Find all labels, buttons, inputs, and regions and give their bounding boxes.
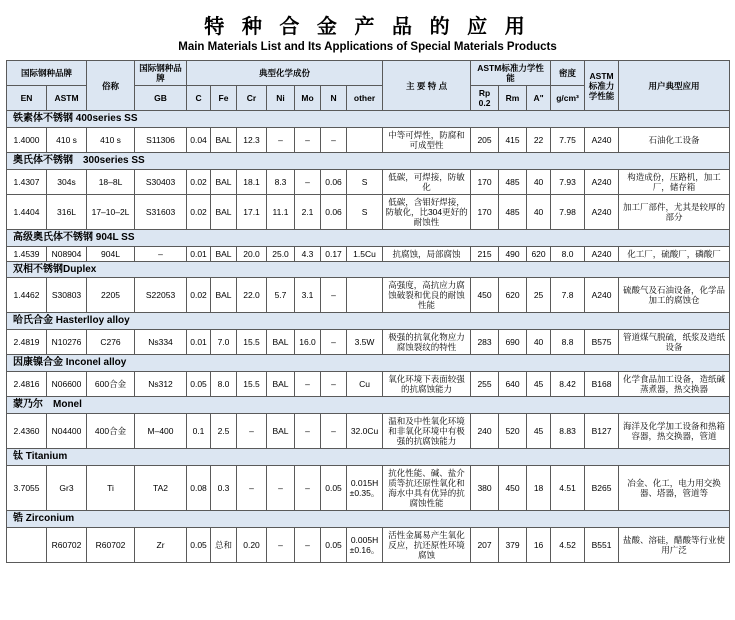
cell-a: 40: [527, 330, 551, 355]
cell-common: R60702: [87, 527, 135, 562]
header-intl-brand: 国际钢种品牌: [7, 61, 87, 86]
cell-std: B265: [585, 465, 619, 510]
header-rp02: Rp 0.2: [471, 86, 499, 111]
cell-astm: Gr3: [47, 465, 87, 510]
cell-common: 600合金: [87, 372, 135, 397]
cell-c: 0.1: [187, 413, 211, 448]
cell-c: 0.02: [187, 278, 211, 313]
cell-other: 3.5W: [347, 330, 383, 355]
header-fe: Fe: [211, 86, 237, 111]
cell-n: 0.06: [321, 194, 347, 229]
cell-mo: –: [295, 169, 321, 194]
cell-std: B551: [585, 527, 619, 562]
header-density-unit: g/cm³: [551, 86, 585, 111]
cell-rm: 640: [499, 372, 527, 397]
group-title: 高级奥氏体不锈钢 904L SS: [7, 229, 730, 246]
table-row: [7, 169, 730, 194]
cell-application: 加工厂部件，尤其是较厚的部分: [619, 194, 730, 229]
cell-application: 化工厂，硫酸厂，磷酸厂: [619, 246, 730, 261]
group-title: 因康镍合金 Inconel alloy: [7, 355, 730, 372]
cell-ni: –: [267, 127, 295, 152]
cell-other: 0.015H ±0.35。: [347, 465, 383, 510]
table-body: [7, 111, 730, 563]
cell-en: 1.4307: [7, 169, 47, 194]
group-header-row: [7, 355, 730, 372]
cell-c: 0.02: [187, 169, 211, 194]
cell-other: S: [347, 194, 383, 229]
cell-n: –: [321, 372, 347, 397]
cell-c: 0.04: [187, 127, 211, 152]
cell-density: 8.0: [551, 246, 585, 261]
table-row: [7, 246, 730, 261]
cell-mo: –: [295, 127, 321, 152]
cell-feature: 高强度，高抗应力腐蚀破裂和优良的耐蚀性能: [383, 278, 471, 313]
cell-gb: S11306: [135, 127, 187, 152]
header-elongation: A": [527, 86, 551, 111]
cell-rp: 255: [471, 372, 499, 397]
cell-gb: S22053: [135, 278, 187, 313]
cell-feature: 温和及中性氧化环境和非氧化环境中有极强的抗腐蚀能力: [383, 413, 471, 448]
cell-a: 620: [527, 246, 551, 261]
cell-astm: 304s: [47, 169, 87, 194]
cell-common: C276: [87, 330, 135, 355]
cell-application: 石油化工设备: [619, 127, 730, 152]
cell-std: A240: [585, 246, 619, 261]
header-application: 用户典型应用: [619, 61, 730, 111]
cell-gb: M–400: [135, 413, 187, 448]
cell-rp: 170: [471, 194, 499, 229]
cell-ni: 11.1: [267, 194, 295, 229]
cell-feature: 低碳，含钼好焊接，防敏化，比304更好的耐蚀性: [383, 194, 471, 229]
cell-std: A240: [585, 194, 619, 229]
cell-n: –: [321, 127, 347, 152]
cell-rp: 207: [471, 527, 499, 562]
cell-other: 32.0Cu: [347, 413, 383, 448]
cell-rm: 415: [499, 127, 527, 152]
cell-c: 0.08: [187, 465, 211, 510]
table-row: [7, 465, 730, 510]
cell-rp: 380: [471, 465, 499, 510]
cell-ni: BAL: [267, 372, 295, 397]
header-gb: GB: [135, 86, 187, 111]
table-row: [7, 127, 730, 152]
cell-common: 18–8L: [87, 169, 135, 194]
cell-cr: 20.0: [237, 246, 267, 261]
cell-feature: 低碳，可焊接，防敏化: [383, 169, 471, 194]
cell-common: 17–10–2L: [87, 194, 135, 229]
cell-feature: 活性金属易产生氧化反应，抗还原性环境腐蚀: [383, 527, 471, 562]
group-title: 钛 Titanium: [7, 448, 730, 465]
cell-rp: 170: [471, 169, 499, 194]
cell-a: 40: [527, 169, 551, 194]
cell-density: 8.8: [551, 330, 585, 355]
cell-en: 1.4539: [7, 246, 47, 261]
group-title: 双相不锈钢Duplex: [7, 261, 730, 278]
cell-a: 25: [527, 278, 551, 313]
cell-common: 2205: [87, 278, 135, 313]
cell-cr: 12.3: [237, 127, 267, 152]
group-header-row: [7, 510, 730, 527]
cell-en: 1.4404: [7, 194, 47, 229]
cell-mo: –: [295, 465, 321, 510]
group-title: 铁素体不锈钢 400series SS: [7, 111, 730, 128]
table-row: [7, 278, 730, 313]
cell-common: 400合金: [87, 413, 135, 448]
cell-a: 45: [527, 413, 551, 448]
cell-cr: 15.5: [237, 372, 267, 397]
cell-astm: 316L: [47, 194, 87, 229]
cell-mo: –: [295, 527, 321, 562]
cell-c: 0.05: [187, 527, 211, 562]
cell-std: A240: [585, 169, 619, 194]
header-rm: Rm: [499, 86, 527, 111]
cell-fe: 8.0: [211, 372, 237, 397]
cell-other: [347, 127, 383, 152]
cell-density: 8.42: [551, 372, 585, 397]
header-astm-std: ASTM标准力学性能: [585, 61, 619, 111]
cell-c: 0.02: [187, 194, 211, 229]
cell-application: 冶金、化工，电力用交换器、塔器，管道等: [619, 465, 730, 510]
group-header-row: [7, 313, 730, 330]
cell-ni: 5.7: [267, 278, 295, 313]
cell-a: 16: [527, 527, 551, 562]
cell-cr: 18.1: [237, 169, 267, 194]
cell-fe: BAL: [211, 127, 237, 152]
cell-density: 7.8: [551, 278, 585, 313]
cell-application: 化学食品加工设备，造纸碱蒸煮器，热交换器: [619, 372, 730, 397]
group-header-row: [7, 111, 730, 128]
cell-mo: –: [295, 372, 321, 397]
cell-cr: 17.1: [237, 194, 267, 229]
cell-gb: S31603: [135, 194, 187, 229]
cell-en: 2.4819: [7, 330, 47, 355]
cell-mo: 4.3: [295, 246, 321, 261]
group-title: 蒙乃尔 Monel: [7, 397, 730, 414]
cell-application: 构造成份，压路机，加工厂，储存箱: [619, 169, 730, 194]
cell-fe: BAL: [211, 169, 237, 194]
cell-density: 4.52: [551, 527, 585, 562]
cell-density: 7.98: [551, 194, 585, 229]
cell-a: 18: [527, 465, 551, 510]
cell-feature: 极强的抗氧化物应力腐蚀裂纹的特性: [383, 330, 471, 355]
cell-density: 8.83: [551, 413, 585, 448]
cell-rm: 520: [499, 413, 527, 448]
cell-mo: 3.1: [295, 278, 321, 313]
cell-en: 2.4360: [7, 413, 47, 448]
cell-rp: 283: [471, 330, 499, 355]
header-cr: Cr: [237, 86, 267, 111]
cell-common: 904L: [87, 246, 135, 261]
header-n: N: [321, 86, 347, 111]
cell-gb: Ns334: [135, 330, 187, 355]
group-header-row: [7, 152, 730, 169]
cell-en: 1.4462: [7, 278, 47, 313]
cell-application: 管道煤气脱硫，纸浆及造纸设备: [619, 330, 730, 355]
group-header-row: [7, 397, 730, 414]
cell-std: A240: [585, 278, 619, 313]
cell-a: 40: [527, 194, 551, 229]
cell-astm: N10276: [47, 330, 87, 355]
cell-en: 2.4816: [7, 372, 47, 397]
cell-mo: –: [295, 413, 321, 448]
cell-rm: 620: [499, 278, 527, 313]
cell-fe: 2.5: [211, 413, 237, 448]
cell-feature: 抗腐蚀，局部腐蚀: [383, 246, 471, 261]
cell-ni: 25.0: [267, 246, 295, 261]
cell-rp: 240: [471, 413, 499, 448]
cell-en: [7, 527, 47, 562]
cell-other: [347, 278, 383, 313]
cell-rm: 485: [499, 169, 527, 194]
cell-ni: –: [267, 527, 295, 562]
group-title: 锆 Zirconium: [7, 510, 730, 527]
header-astm-mech: ASTM标准力学性能: [471, 61, 551, 86]
header-other: other: [347, 86, 383, 111]
cell-a: 45: [527, 372, 551, 397]
table-row: [7, 527, 730, 562]
cell-other: 0.005H ±0.16。: [347, 527, 383, 562]
cell-feature: 氧化环境下表面较强的抗腐蚀能力: [383, 372, 471, 397]
cell-n: –: [321, 278, 347, 313]
cell-n: 0.06: [321, 169, 347, 194]
cell-gb: Ns312: [135, 372, 187, 397]
cell-mo: 2.1: [295, 194, 321, 229]
cell-gb: TA2: [135, 465, 187, 510]
header-density: 密度: [551, 61, 585, 86]
cell-ni: 8.3: [267, 169, 295, 194]
cell-fe: BAL: [211, 278, 237, 313]
header-ni: Ni: [267, 86, 295, 111]
page-title: 特 种 合 金 产 品 的 应 用: [204, 16, 531, 38]
cell-rm: 379: [499, 527, 527, 562]
cell-c: 0.05: [187, 372, 211, 397]
cell-rp: 215: [471, 246, 499, 261]
group-header-row: [7, 229, 730, 246]
cell-std: B575: [585, 330, 619, 355]
header-c: C: [187, 86, 211, 111]
cell-cr: –: [237, 413, 267, 448]
cell-rm: 450: [499, 465, 527, 510]
cell-rm: 490: [499, 246, 527, 261]
cell-fe: 总和: [211, 527, 237, 562]
cell-gb: S30403: [135, 169, 187, 194]
cell-rm: 690: [499, 330, 527, 355]
cell-gb: Zr: [135, 527, 187, 562]
cell-ni: –: [267, 465, 295, 510]
cell-density: 7.75: [551, 127, 585, 152]
group-header-row: [7, 448, 730, 465]
cell-a: 22: [527, 127, 551, 152]
cell-ni: BAL: [267, 413, 295, 448]
group-header-row: [7, 261, 730, 278]
cell-astm: 410 s: [47, 127, 87, 152]
cell-rp: 205: [471, 127, 499, 152]
cell-cr: 22.0: [237, 278, 267, 313]
group-title: 哈氏合金 Hasterlloy alloy: [7, 313, 730, 330]
cell-astm: R60702: [47, 527, 87, 562]
cell-astm: N08904: [47, 246, 87, 261]
cell-rm: 485: [499, 194, 527, 229]
cell-feature: 中等可焊性，防腐和可成型性: [383, 127, 471, 152]
header-en: EN: [7, 86, 47, 111]
cell-c: 0.01: [187, 246, 211, 261]
table-row: [7, 330, 730, 355]
cell-gb: –: [135, 246, 187, 261]
cell-n: –: [321, 413, 347, 448]
cell-mo: 16.0: [295, 330, 321, 355]
cell-n: 0.05: [321, 527, 347, 562]
cell-common: 410 s: [87, 127, 135, 152]
cell-fe: BAL: [211, 246, 237, 261]
header-main-feature: 主 要 特 点: [383, 61, 471, 111]
header-chemistry: 典型化学成份: [187, 61, 383, 86]
materials-table: [6, 60, 730, 563]
table-row: [7, 413, 730, 448]
cell-application: 硫酸气及石油设备，化学品加工的腐蚀仓: [619, 278, 730, 313]
cell-other: Cu: [347, 372, 383, 397]
cell-n: 0.17: [321, 246, 347, 261]
cell-cr: –: [237, 465, 267, 510]
cell-other: S: [347, 169, 383, 194]
cell-application: 海洋及化学加工设备和热箱容器，热交换器，管道: [619, 413, 730, 448]
table-row: [7, 194, 730, 229]
header-astm: ASTM: [47, 86, 87, 111]
group-title: 奥氏体不锈钢 300series SS: [7, 152, 730, 169]
cell-common: Ti: [87, 465, 135, 510]
cell-n: 0.05: [321, 465, 347, 510]
cell-application: 盐酸、溶硅，醋酸等行业使用广泛: [619, 527, 730, 562]
cell-cr: 0.20: [237, 527, 267, 562]
cell-ni: BAL: [267, 330, 295, 355]
cell-astm: N04400: [47, 413, 87, 448]
cell-fe: BAL: [211, 194, 237, 229]
cell-std: A240: [585, 127, 619, 152]
cell-rp: 450: [471, 278, 499, 313]
cell-fe: 0.3: [211, 465, 237, 510]
cell-feature: 抗化性能、碱、盐介质等抗还原性氧化和海水中具有优异的抗腐蚀性能: [383, 465, 471, 510]
cell-en: 1.4000: [7, 127, 47, 152]
cell-density: 7.93: [551, 169, 585, 194]
cell-std: B168: [585, 372, 619, 397]
cell-other: 1.5Cu: [347, 246, 383, 261]
header-common-name: 俗称: [87, 61, 135, 111]
cell-en: 3.7055: [7, 465, 47, 510]
page-subtitle: Main Materials List and Its Applications of Special Materials Products: [178, 41, 557, 53]
cell-density: 4.51: [551, 465, 585, 510]
header-intl-brand2: 国际钢种品牌: [135, 61, 187, 86]
cell-std: B127: [585, 413, 619, 448]
cell-cr: 15.5: [237, 330, 267, 355]
cell-c: 0.01: [187, 330, 211, 355]
table-row: [7, 372, 730, 397]
cell-astm: S30803: [47, 278, 87, 313]
cell-n: –: [321, 330, 347, 355]
header-mo: Mo: [295, 86, 321, 111]
cell-fe: 7.0: [211, 330, 237, 355]
cell-astm: N06600: [47, 372, 87, 397]
